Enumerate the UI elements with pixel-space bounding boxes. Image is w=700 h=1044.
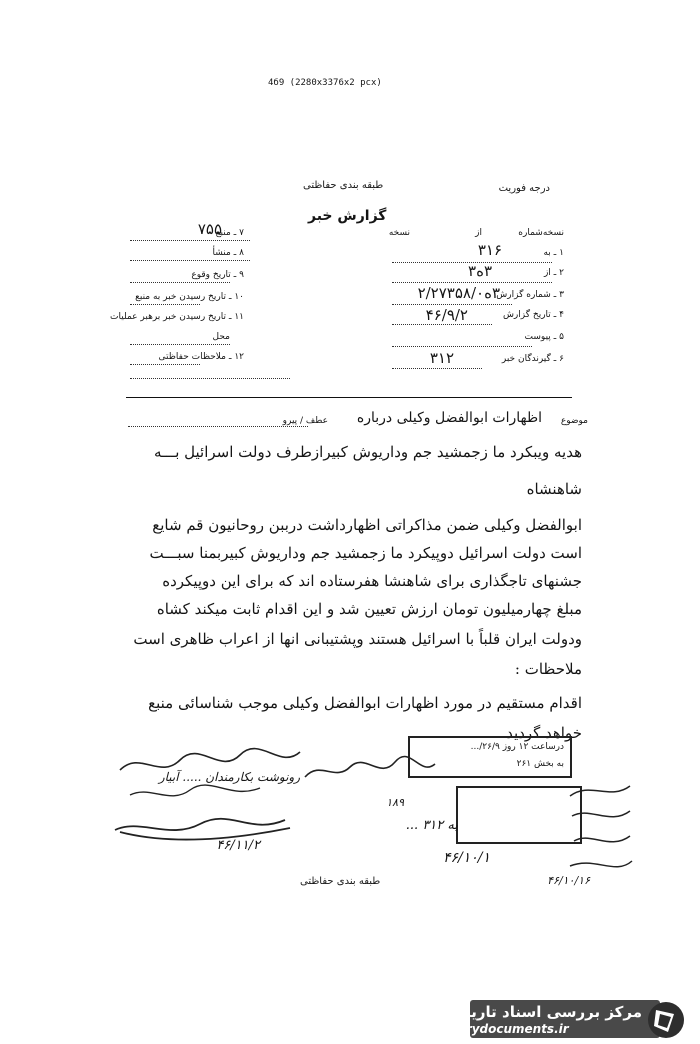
location-label: محل xyxy=(212,332,230,342)
body-line: شاهنشاه xyxy=(526,480,582,498)
watermark-url: historydocuments.ir xyxy=(432,1022,569,1036)
signature-mid xyxy=(300,752,440,792)
received-source-label: ۱۰ ـ تاریخ رسیدن خبر به منبع xyxy=(135,292,244,302)
field-from-value: ۳ه۳ xyxy=(468,262,492,280)
recipients-label: ۶ ـ گیرندگان خبر xyxy=(501,354,564,364)
copy-number-end: نسخه xyxy=(388,228,410,238)
handwritten-date: ۴۶/۱۰/۱ xyxy=(442,850,490,866)
subject-text: اظهارات ابوالفضل وکیلی درباره xyxy=(356,410,542,426)
handwritten-number: ۱۸۹ xyxy=(386,796,404,809)
handwritten-note: رونوشت بکارمندان ..... آبیار xyxy=(158,770,300,784)
footer-classification: طبقه بندی حفاظتی xyxy=(300,876,381,887)
copy-number-mid: از xyxy=(475,228,482,238)
stamp-line: درساعت ۱۲ روز ۲۶/۹/... xyxy=(470,742,564,752)
handwritten-note: به ۳۱۲ ... xyxy=(405,818,458,833)
stamp-line: به بخش ۲۶۱ xyxy=(516,759,564,769)
section-divider xyxy=(126,397,572,398)
security-notes-label: ۱۲ ـ ملاحظات حفاظتی xyxy=(158,352,244,362)
source-label: ۷ ـ منبع xyxy=(215,228,244,238)
field-to-label: ۱ ـ به xyxy=(543,248,564,258)
copy-number-label: نسخه‌شماره xyxy=(518,228,564,238)
body-line: هدیه ویبکرد ما زجمشید جم وداریوش کبیرازطرف دولت اسرائیل بـــه xyxy=(153,443,582,461)
watermark-title: مرکز بررسی اسناد تاریخی xyxy=(445,1003,642,1021)
body-line: جشنهای تاجگذاری برای شاهنشا هفرستاده اند که برای این دوپیکرده xyxy=(162,572,582,590)
handwritten-date: ۴۶/۱۰/۱۶ xyxy=(547,874,590,887)
source-value: ۷۵۵ xyxy=(197,220,222,238)
classification-label: طبقه بندی حفاظتی xyxy=(303,180,384,191)
body-line: ملاحظات : xyxy=(514,660,582,678)
body-line: اقدام مستقیم در مورد اظهارات ابوالفضل وکیلی موجب شناسائی منبع xyxy=(148,694,582,712)
margin-scribble xyxy=(560,776,640,886)
event-date-label: ۹ ـ تاریخ وقوع xyxy=(191,270,244,280)
report-date-label: ۴ ـ تاریخ گزارش xyxy=(502,310,564,320)
body-line: ودولت ایران قلباً با اسرائیل هستند وپشتیبانی انها از اعراب ظاهری است xyxy=(133,630,582,648)
recipients-value: ۳۱۲ xyxy=(429,349,454,367)
reference-label: عطف / پیرو xyxy=(282,416,328,426)
body-line: ابوالفضل وکیلی ضمن مذاکراتی اظهارداشت درببن روحانیون قم شایع xyxy=(152,516,582,534)
report-date-value: ۴۶/۹/۲ xyxy=(425,306,468,324)
field-from-label: ۲ ـ از xyxy=(543,268,564,278)
watermark-logo xyxy=(644,1000,688,1040)
report-number-label: ۳ ـ شماره گزارش xyxy=(496,290,564,300)
body-line: است دولت اسرائیل دوپیکرد ما زجمشید جم وداریوش کبیربمنا سبـــت xyxy=(149,544,582,562)
report-number-value: ۳ه۲/۲۷۳۵۸/۰ xyxy=(417,284,500,302)
body-line: مبلغ چهارمیلیون تومان ارزش تعیین شد و این اقدام ثابت میکند کشاه xyxy=(156,600,582,618)
handwritten-date: ۴۶/۱۱/۲ xyxy=(216,838,260,853)
attachment-label: ۵ ـ پیوست xyxy=(524,332,564,342)
field-to-value: ۳۱۶ xyxy=(477,241,502,259)
body-line: خواهد گردید . xyxy=(496,724,582,742)
signature-left xyxy=(110,740,310,850)
page-title: گزارش خبر xyxy=(308,208,387,224)
priority-label: درجه فوریت xyxy=(498,183,550,194)
subject-label: موضوع xyxy=(560,416,588,426)
origin-label: ۸ ـ منشأ xyxy=(212,248,244,258)
scan-header: 4б9 (2280x3376x2 pcx) xyxy=(268,78,382,88)
received-ops-label: ۱۱ ـ تاریخ رسیدن خبر برهبر عملیات xyxy=(110,312,244,322)
